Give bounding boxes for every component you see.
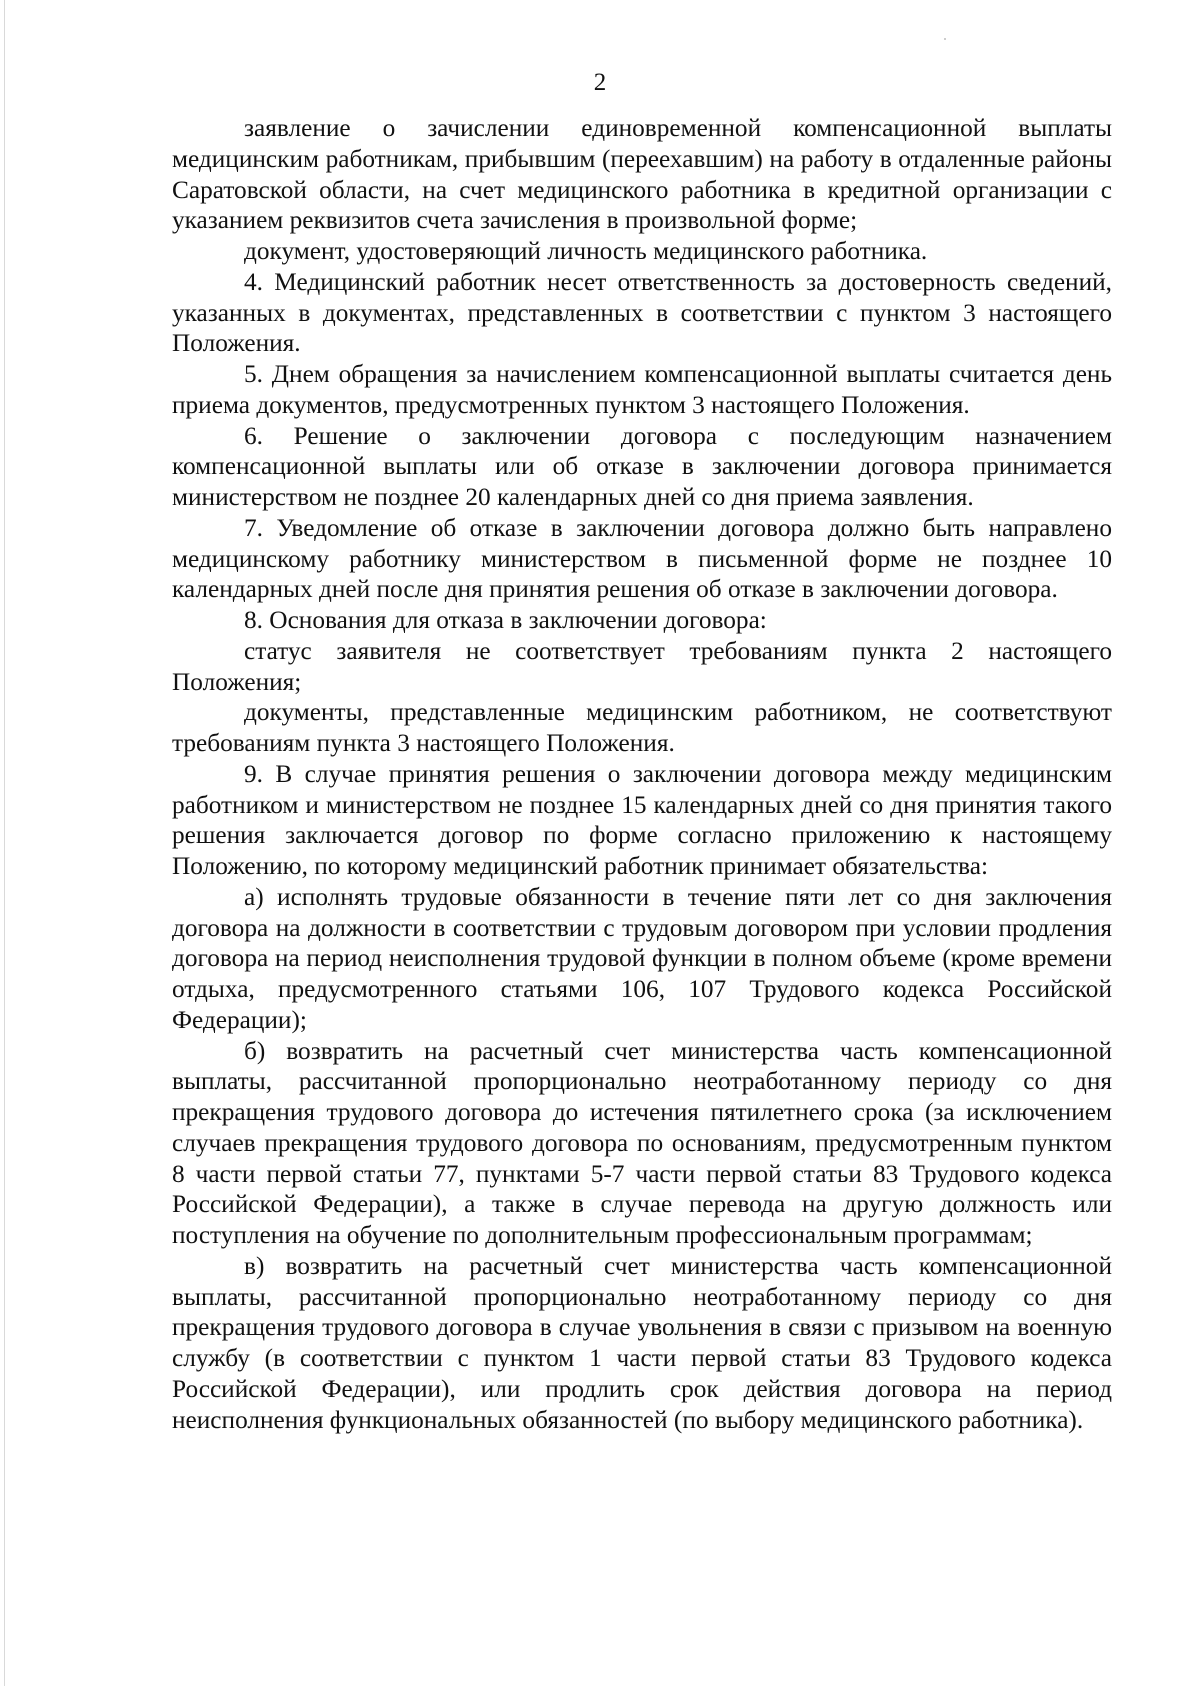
paragraph-item-9: 9. В случае принятия решения о заключении договора между медицинским работником и министерством не позднее 15 календарных дней со дня принятия такого решения заключается договор по форме согласно приложению к настоящему Положению, по которому медицинский работник принимает обязательства: bbox=[172, 759, 1112, 880]
document-body bbox=[172, 113, 1112, 1435]
scan-edge-line bbox=[4, 0, 5, 1686]
paragraph-item-5: 5. Днем обращения за начислением компенсационной выплаты считается день приема документов, предусмотренных пунктом 3 настоящего Положения. bbox=[172, 360, 1112, 419]
paragraph-item-4: 4. Медицинский работник несет ответственность за достоверность сведений, указанных в документах, представленных в соответствии с пунктом 3 настоящего Положения. bbox=[172, 267, 1112, 358]
paragraph-item-8: 8. Основания для отказа в заключении договора: bbox=[244, 606, 767, 634]
paragraph-item-7: 7. Уведомление об отказе в заключении договора должно быть направлено медицинскому работнику министерством в письменной форме не позднее 10 календарных дней после дня принятия решения об отказе в заключении договора. bbox=[172, 513, 1112, 604]
paragraph-refusal-reason-documents: документы, представленные медицинским работником, не соответствуют требованиям пункта 3 настоящего Положения. bbox=[172, 698, 1112, 757]
paragraph-refusal-reason-status: статус заявителя не соответствует требованиям пункта 2 настоящего Положения; bbox=[172, 636, 1112, 696]
paragraph-obligation-b: б) возвратить на расчетный счет министерства часть компенсационной выплаты, рассчитанной пропорционально неотработанному периоду со дня прекращения трудового договора до истечения пятилетнего срока (за исключением случаев прекращения трудового договора по основаниям, предусмотренным пунктом 8 части первой статьи 77, пунктами 5-7 части первой статьи 83 Трудового кодекса Российской Федерации), а также в случае перевода на другую должность или поступления на обучение по дополнительным профессиональным программам; bbox=[172, 1036, 1112, 1249]
scan-speck bbox=[944, 38, 946, 40]
paragraph-obligation-a: а) исполнять трудовые обязанности в течение пяти лет со дня заключения договора на должности в соответствии с трудовым договором при условии продления договора на период неисполнения трудовой функции в полном объеме (кроме времени отдыха, предусмотренного статьями 106, 107 Трудового кодекса Российской Федерации); bbox=[172, 882, 1112, 1034]
page-number: 2 bbox=[593, 69, 607, 96]
paragraph-obligation-v: в) возвратить на расчетный счет министерства часть компенсационной выплаты, рассчитанной пропорционально неотработанному периоду со дня прекращения трудового договора в случае увольнения в связи с призывом на военную службу (в соответствии с пунктом 1 части первой статьи 83 Трудового кодекса Российской Федерации), или продлить срок действия договора на период неисполнения функциональных обязанностей (по выбору медицинского работника). bbox=[172, 1251, 1112, 1434]
paragraph-identity-document: документ, удостоверяющий личность медицинского работника. bbox=[244, 237, 928, 265]
paragraph-item-6: 6. Решение о заключении договора с последующим назначением компенсационной выплаты или об отказе в заключении договора принимается министерством не позднее 20 календарных дней со дня приема заявления. bbox=[172, 421, 1112, 511]
paragraph-application-statement: заявление о зачислении единовременной компенсационной выплаты медицинским работникам, прибывшим (переехавшим) на работу в отдаленные районы Саратовской области, на счет медицинского работника в кредитной организации с указанием реквизитов счета зачисления в произвольной форме; bbox=[172, 114, 1112, 235]
